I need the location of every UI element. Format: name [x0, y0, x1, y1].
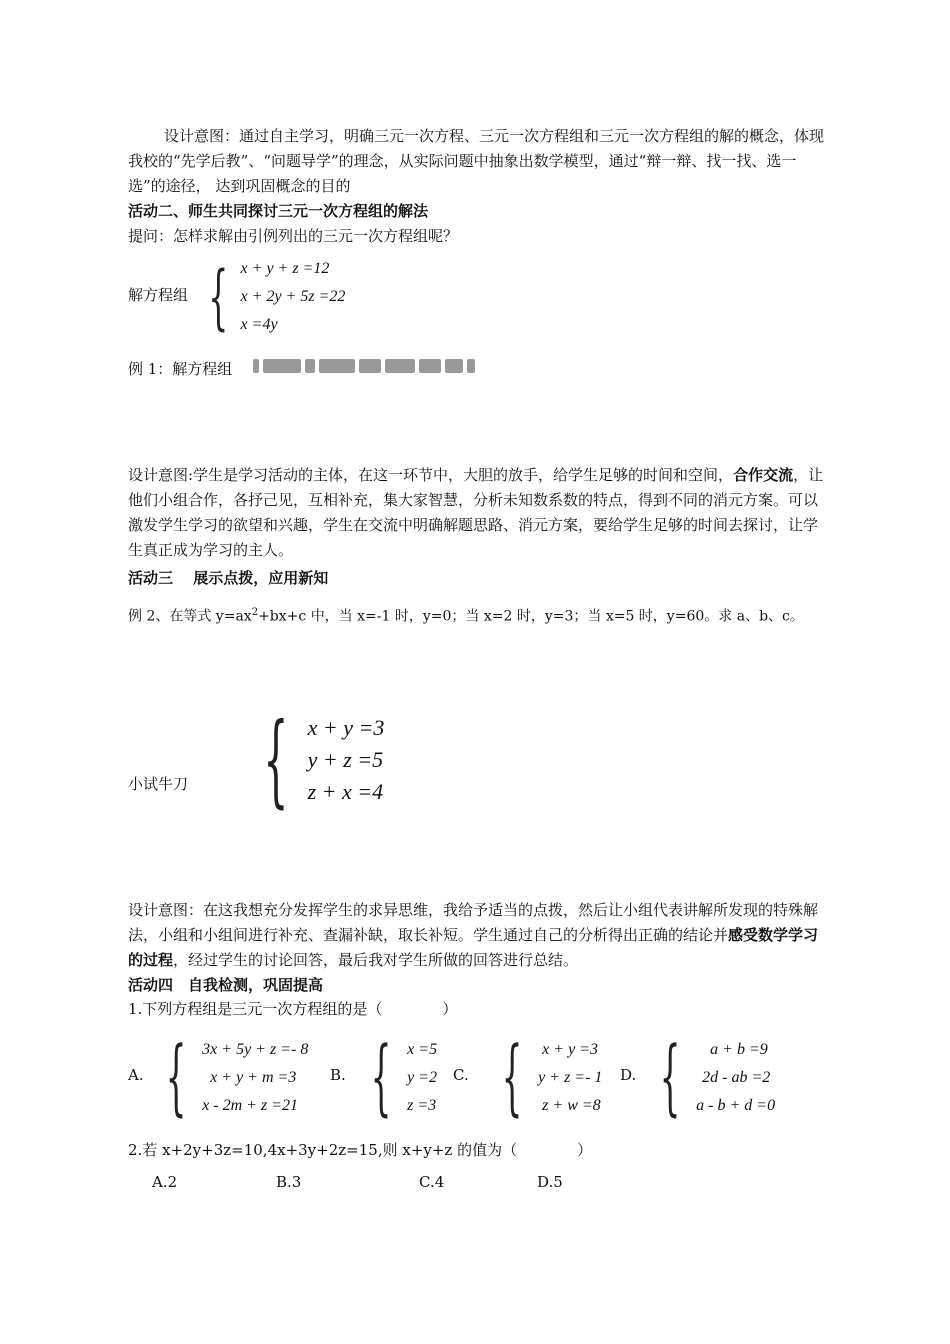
option-d-system [644, 1030, 776, 1125]
activity-three-heading: 活动三 展示点拨，应用新知 [128, 569, 329, 587]
left-brace-icon: { [370, 1030, 392, 1125]
example-1-label: 例 1：解方程组 [128, 360, 233, 378]
equation-row: x + y =3 [542, 1041, 598, 1058]
equation-row: x + y =3 [307, 715, 385, 740]
equation-row: 3x + 5y + z =- 8 [202, 1041, 309, 1058]
equation-row: y + z =- 1 [538, 1069, 603, 1086]
equation-row: x =5 [407, 1041, 438, 1058]
left-brace-icon: { [165, 1030, 187, 1125]
left-brace-icon: { [263, 701, 289, 818]
left-brace-icon: { [501, 1030, 523, 1125]
option-a-label: A. [128, 1066, 144, 1084]
equation-row: x =4y [240, 316, 278, 333]
left-brace-icon: { [208, 256, 229, 338]
equation-row: 2d - ab =2 [702, 1069, 771, 1086]
equation-row: z + x =4 [307, 779, 384, 804]
design-intent-paragraph-1: 设计意图：通过自主学习，明确三元一次方程、三元一次方程组和三元一次方程组的解的概念，体现我校的“先学后教”、“问题导学”的理念，从实际问题中抽象出数学模型，通过“辩一辩、找一找、选一选”的途径， 达到巩固概念的目的 [128, 127, 825, 195]
option-d-label: D. [620, 1066, 637, 1084]
equation-row: y =2 [407, 1069, 438, 1086]
option-b-label: B. [330, 1066, 346, 1084]
activity-four-heading: 活动四 自我检测，巩固提高 [128, 976, 324, 994]
design-intent-paragraph-3: 设计意图：在这我想充分发挥学生的求异思维，我给予适当的点拨，然后让小组代表讲解所发现的特殊解法，小组和小组间进行补充、查漏补缺，取长补短。学生通过自己的分析得出正确的结论并感受数学学习的过程，经过学生的讨论回答，最后我对学生所做的回答进行总结。 [128, 901, 819, 969]
garbled-equation-image [253, 358, 498, 380]
equation-row: a - b + d =0 [696, 1097, 776, 1114]
question-text: 提问：怎样求解由引例列出的三元一次方程组呢？ [128, 227, 459, 245]
equation-row: y + z =5 [307, 747, 384, 772]
example-2-text: 例 2、在等式 $y=ax^2+bx+c$ 中，当 x=-1 时，y=0；当 x=2 时，y=3；当 x=5 时，y=60。求 a、b、c。 [128, 607, 804, 625]
equation-row: x + 2y + 5z =22 [240, 288, 346, 305]
question-2: 2.若 x+2y+3z=10,4x+3y+2z=15,则 x+y+z 的值为（ ） [128, 1141, 593, 1159]
equation-row: z + w =8 [542, 1097, 601, 1114]
question-1: 1.下列方程组是三元一次方程组的是（ ） [128, 1000, 458, 1018]
trial-label: 小试牛刀 [128, 775, 189, 793]
option-c-system [486, 1030, 603, 1125]
equation-row: x - 2m + z =21 [202, 1097, 298, 1114]
equation-system-1 [196, 255, 345, 339]
option-a-system [150, 1030, 309, 1125]
left-brace-icon: { [659, 1030, 681, 1125]
solve-system-label: 解方程组 [128, 286, 189, 304]
q2-option-d: D.5 [537, 1173, 563, 1191]
option-c-label: C. [453, 1066, 469, 1084]
q2-option-a: A.2 [152, 1173, 178, 1191]
activity-two-heading: 活动二、师生共同探讨三元一次方程组的解法 [128, 202, 429, 220]
equation-row: a + b =9 [710, 1041, 768, 1058]
q2-option-c: C.4 [419, 1173, 445, 1191]
equation-row: z =3 [407, 1097, 437, 1114]
equation-system-trial [244, 701, 385, 818]
equation-row: x + y + z =12 [240, 260, 330, 277]
q2-option-b: B.3 [276, 1173, 302, 1191]
option-b-system [355, 1030, 438, 1125]
equation-row: x + y + m =3 [210, 1069, 297, 1086]
design-intent-paragraph-2: 设计意图:学生是学习活动的主体，在这一环节中，大胆的放手，给学生足够的时间和空间，合作交流，让他们小组合作，各抒己见，互相补充，集大家智慧，分析未知数系数的特点，得到不同的消元方案。可以激发学生学习的欲望和兴趣，学生在交流中明确解题思路、消元方案，要给学生足够的时间去探讨，让学生真正成为学习的主人。 [128, 466, 824, 559]
